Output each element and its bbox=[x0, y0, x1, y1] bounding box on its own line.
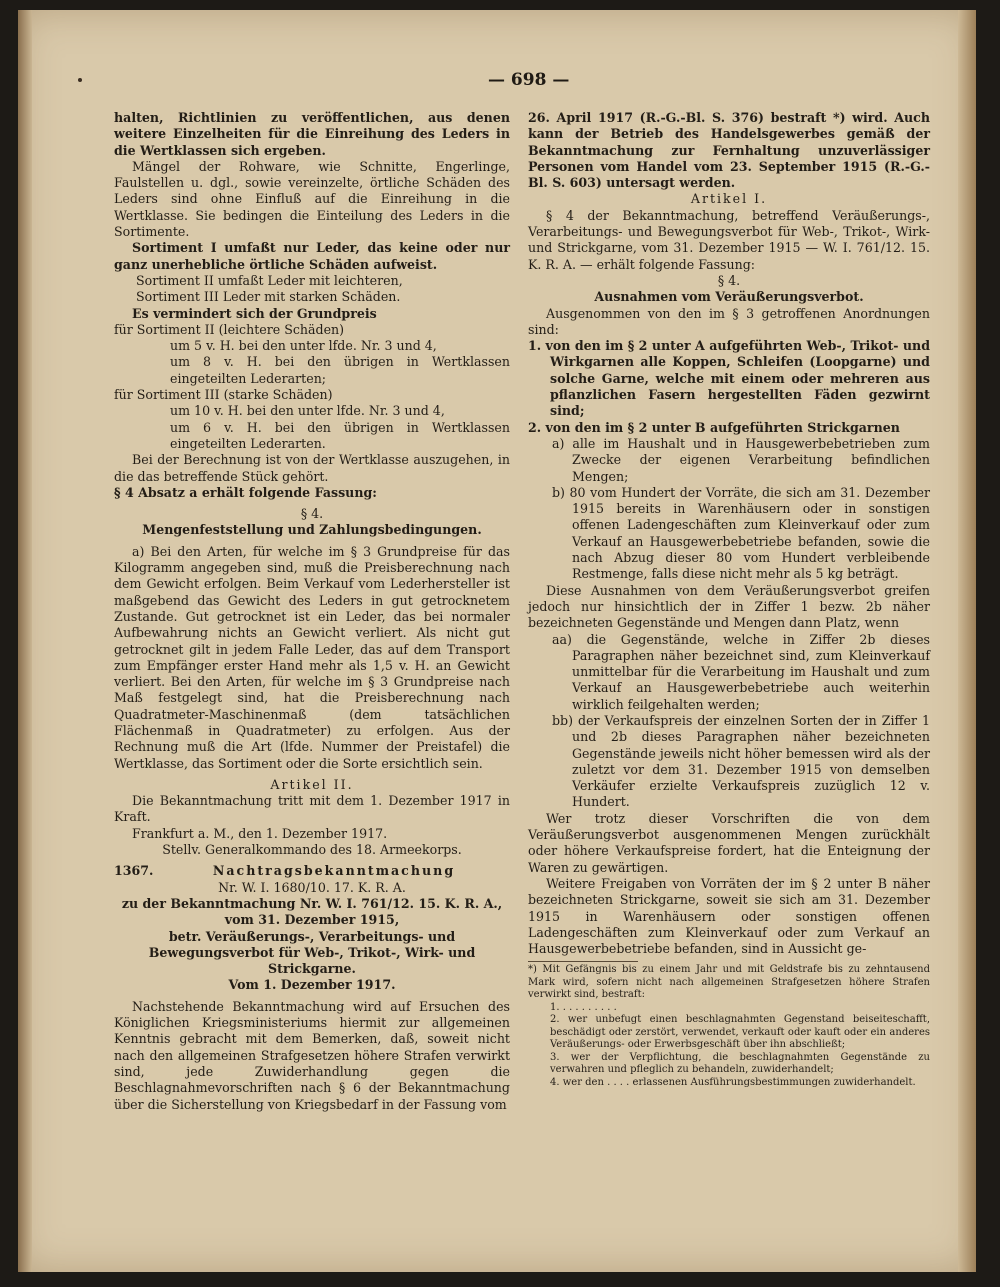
date-line: Frankfurt a. M., den 1. Dezember 1917. bbox=[132, 825, 388, 841]
notice-title: Nachtragsbekanntmachung bbox=[212, 863, 456, 879]
footnote: 1. . . . . . . . . . bbox=[550, 1001, 617, 1013]
footnote: *) Mit Gefängnis bis zu einem Jahr und mit Geldstrafe bis zu zehntausend Mark wird, sofern nicht nach allgemeinen Strafgesetzen höhere Strafen verwirkt sind, bestraft: bbox=[528, 964, 930, 1001]
paragraph: a) Bei den Arten, für welche im § 3 Grundpreise für das Kilogramm angegeben sind, muß die Preisberechnung nach dem Gewicht erfolgen. Beim Verkauf vom Lederhersteller ist maßgebend das Gewicht des Leders in gut getrocknetem Zustande. Gut getrocknet ist ein Leder, das bei normaler Aufbewahrung nichts an Gewicht verliert. Als nicht gut getrocknet gilt in jedem Falle Leder, das auf dem Transport zum Empfänger erster Hand mehr als 1,5 v. H. an Gewicht verliert. Bei den Arten, für welche im § 3 Grundpreise nach Maß festgelegt sind, hat die Preisberechnung nach Quadratmeter-Maschinenmaß (dem tatsächlichen Flächenmaß in Quadratmeter) zu erfolgen. Aus der Rechnung muß die Art (lfde. Nummer der Preistafel) die Wertklasse, das Sortiment oder die Sorte ersichtlich sein. bbox=[114, 543, 510, 771]
notice-reference: zu der Bekanntmachung Nr. W. I. 761/12. 15. K. R. A., vom 31. Dezember 1915, bbox=[121, 895, 503, 928]
paragraph: Bei der Berechnung ist von der Wertklasse auszugehen, in die das betreffende Stück gehört. bbox=[114, 452, 510, 484]
paragraph: Diese Ausnahmen von dem Veräußerungsverbot greifen jedoch nur hinsichtlich der in Ziffer 1 bezw. 2b näher bezeichneten Gegenstände und Mengen dann Platz, wenn bbox=[528, 582, 930, 631]
section-heading: § 4. bbox=[717, 272, 741, 288]
right-column bbox=[528, 110, 930, 1089]
footnote: 3. wer der Verpflichtung, die beschlagnahmten Gegenstände zu verwahren und pfleglich zu behandeln, zuwiderhandelt; bbox=[550, 1051, 930, 1076]
paragraph: Sortiment III Leder mit starken Schäden. bbox=[136, 289, 401, 305]
book-spine bbox=[18, 10, 32, 1272]
page-number: — 698 — bbox=[488, 70, 570, 90]
paragraph: Weitere Freigaben von Vorräten der im § 2 unter B näher bezeichneten Strickgarne, soweit sie sich am 31. Dezember 1915 in Warenhäusern oder sonstigen offenen Ladengeschäften zum Kleinverkauf oder zum Verkauf an Hausgewerbebetriebe befanden, sind in Aussicht ge- bbox=[528, 875, 930, 957]
notice-number: Nr. W. I. 1680/10. 17. K. R. A. bbox=[218, 879, 406, 895]
paragraph: um 6 v. H. bei den übrigen in Wertklassen eingeteilten Lederarten. bbox=[170, 419, 510, 451]
paragraph: Wer trotz dieser Vorschriften die von dem Veräußerungsverbot ausgenommenen Mengen zurückhält oder höhere Verkaufspreise fordert, hat die Enteignung der Waren zu gewärtigen. bbox=[528, 810, 930, 875]
paragraph: § 4 der Bekanntmachung, betreffend Veräußerungs-, Verarbeitungs- und Bewegungsverbot für Web-, Trikot-, Wirk- und Strickgarne, vom 31. Dezember 1915 — W. I. 761/12. 15. K. R. A. — erhält folgende Fassung: bbox=[528, 207, 930, 272]
paragraph: für Sortiment III (starke Schäden) bbox=[114, 387, 333, 403]
paragraph: Mängel der Rohware, wie Schnitte, Engerlinge, Faulstellen u. dgl., sowie vereinzelte, örtliche Schäden des Leders sind ohne Einfluß auf die Einreihung in die Wertklasse. Sie bedingen die Einteilung des Leders in die Sortimente. bbox=[114, 158, 510, 240]
notice-date: Vom 1. Dezember 1917. bbox=[228, 977, 396, 993]
document-page bbox=[18, 10, 976, 1272]
footnote: 2. wer unbefugt einen beschlagnahmten Gegenstand beiseiteschafft, beschädigt oder zerstört, verwendet, verkauft oder kauft oder ein anderes Veräußerungs- oder Erwerbsgeschäft über ihn abschließt; bbox=[550, 1014, 930, 1051]
paragraph: Es vermindert sich der Grundpreis bbox=[132, 305, 377, 321]
entry-number: 1367. bbox=[114, 863, 154, 879]
page-edge bbox=[958, 10, 976, 1272]
paragraph: Die Bekanntmachung tritt mit dem 1. Dezember 1917 in Kraft. bbox=[114, 793, 510, 825]
paragraph: Nachstehende Bekanntmachung wird auf Ersuchen des Königlichen Kriegsministeriums hiermit zur allgemeinen Kenntnis gebracht mit dem Bemerken, daß, soweit nicht nach den allgemeinen Strafgesetzen höhere Strafen verwirkt sind, jede Zuwiderhandlung gegen die Beschlagnahmevorschriften nach § 6 der Bekanntmachung über die Sicherstellung von Kriegsbedarf in der Fassung vom bbox=[114, 998, 510, 1112]
section-title: Mengenfeststellung und Zahlungsbedingungen. bbox=[142, 522, 482, 538]
paragraph: für Sortiment II (leichtere Schäden) bbox=[114, 321, 345, 337]
footnote-rule bbox=[528, 961, 638, 962]
paragraph: Sortiment I umfaßt nur Leder, das keine oder nur ganz unerhebliche örtliche Schäden aufweist. bbox=[114, 240, 510, 272]
paragraph: § 4 Absatz a erhält folgende Fassung: bbox=[114, 484, 377, 500]
list-item: aa) die Gegenstände, welche in Ziffer 2b dieses Paragraphen näher bezeichnet sind, zum Kleinverkauf unmittelbar für die Verarbeitung im Haushalt und zum Verkauf an Hausgewerbebetriebe auch weiterhin wirklich feilgehalten werden; bbox=[552, 631, 930, 712]
section-title: Ausnahmen vom Veräußerungsverbot. bbox=[594, 289, 864, 305]
ink-dot bbox=[78, 78, 82, 82]
paragraph: halten, Richtlinien zu veröffentlichen, aus denen weitere Einzelheiten für die Einreihung des Leders in die Wertklassen sich ergeben. bbox=[114, 110, 510, 158]
paragraph: um 8 v. H. bei den übrigen in Wertklassen eingeteilten Lederarten; bbox=[170, 354, 510, 386]
list-item: bb) der Verkaufspreis der einzelnen Sorten der in Ziffer 1 und 2b dieses Paragraphen näher bezeichneten Gegenstände jeweils nicht höher bemessen wird als der zuletzt vor dem 31. Dezember 1915 von demselben Verkäufer erzielte Verkaufspreis zuzüglich 12 v. Hundert. bbox=[552, 712, 930, 810]
paragraph: 26. April 1917 (R.-G.-Bl. S. 376) bestraft *) wird. Auch kann der Betrieb des Handelsgewerbes gemäß der Bekanntmachung zur Fernhaltung unzuverlässiger Personen vom Handel vom 23. September 1915 (R.-G.-Bl. S. 603) untersagt werden. bbox=[528, 110, 930, 191]
signature-line: Stellv. Generalkommando des 18. Armeekorps. bbox=[162, 842, 462, 858]
article-heading: Artikel II. bbox=[270, 776, 354, 792]
section-heading: § 4. bbox=[300, 506, 324, 522]
list-item: a) alle im Haushalt und in Hausgewerbebetrieben zum Zwecke der eigenen Verarbeitung befindlichen Mengen; bbox=[552, 435, 930, 484]
list-item: b) 80 vom Hundert der Vorräte, die sich am 31. Dezember 1915 bereits in Warenhäusern oder in sonstigen offenen Ladengeschäften zum Kleinverkauf oder zum Verkauf an Hausgewerbebetriebe befanden, sowie die nach Abzug dieser 80 vom Hundert verbleibende Restmenge, falls diese nicht mehr als 5 kg beträgt. bbox=[552, 484, 930, 582]
left-column bbox=[114, 110, 510, 1113]
footnotes bbox=[528, 964, 930, 1089]
notice-subject: betr. Veräußerungs-, Verarbeitungs- und Bewegungsverbot für Web-, Trikot-, Wirk- und Strickgarne. bbox=[148, 928, 476, 977]
paragraph: Sortiment II umfaßt Leder mit leichteren, bbox=[136, 272, 403, 288]
article-heading: Artikel I. bbox=[690, 191, 768, 207]
paragraph: Ausgenommen von den im § 3 getroffenen Anordnungen sind: bbox=[528, 305, 930, 337]
paragraph: um 10 v. H. bei den unter lfde. Nr. 3 und 4, bbox=[170, 403, 445, 419]
footnote: 4. wer den . . . . erlassenen Ausführungsbestimmungen zuwiderhandelt. bbox=[550, 1076, 916, 1088]
list-item: 2. von den im § 2 unter B aufgeführten Strickgarnen bbox=[528, 419, 900, 435]
list-item: 1. von den im § 2 unter A aufgeführten Web-, Trikot- und Wirkgarnen alle Koppen, Schleifen (Loopgarne) und solche Garne, welche mit einem oder mehreren aus pflanzlichen Fasern hergestellten Fäden gezwirnt sind; bbox=[528, 338, 930, 419]
paragraph: um 5 v. H. bei den unter lfde. Nr. 3 und 4, bbox=[170, 338, 437, 354]
